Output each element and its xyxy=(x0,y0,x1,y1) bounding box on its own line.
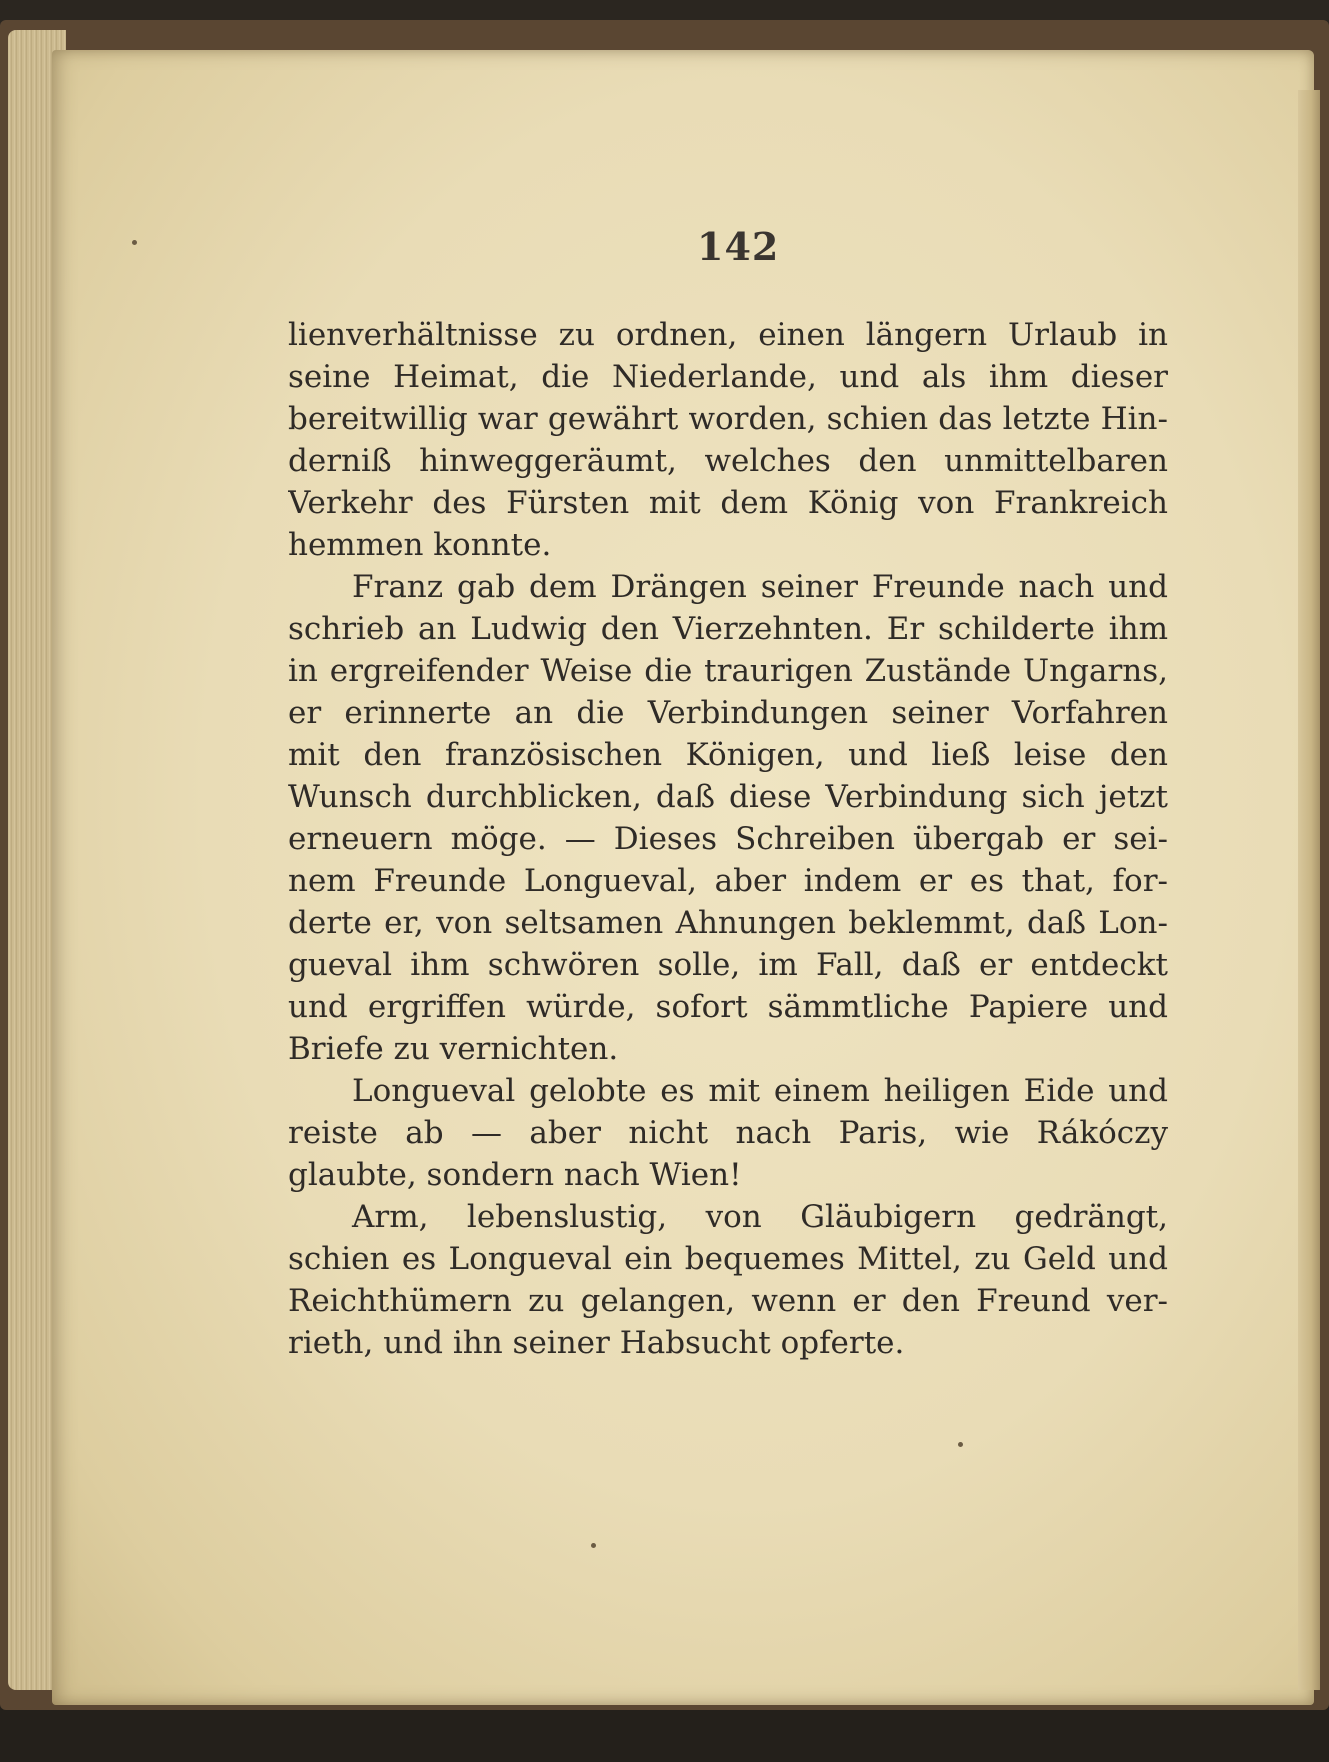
text-line: mit den französischen Königen, und ließ leise den xyxy=(288,737,1168,773)
body-text xyxy=(288,314,1168,1364)
text-line: und ergriffen würde, sofort sämmtliche Papiere und xyxy=(288,989,1168,1025)
paper-speck xyxy=(591,1543,596,1548)
text-line: Verkehr des Fürsten mit dem König von Frankreich xyxy=(288,485,1168,521)
text-line: lienverhältnisse zu ordnen, einen längern Urlaub in xyxy=(288,317,1168,353)
text-line: schrieb an Ludwig den Vierzehnten. Er schilderte ihm xyxy=(288,611,1168,647)
page-right-edge xyxy=(1298,90,1320,1690)
text-line: gueval ihm schwören solle, im Fall, daß er entdeckt xyxy=(288,947,1168,983)
text-line: glaubte, sondern nach Wien! xyxy=(288,1157,742,1193)
paper-speck xyxy=(958,1442,963,1447)
text-line: rieth, und ihn seiner Habsucht opferte. xyxy=(288,1325,905,1361)
text-line: seine Heimat, die Niederlande, und als ihm dieser xyxy=(288,359,1168,395)
page-number: 142 xyxy=(697,224,780,269)
text-line: hemmen konnte. xyxy=(288,527,552,563)
text-line: in ergreifender Weise die traurigen Zustände Ungarns, xyxy=(288,653,1168,689)
text-line: nem Freunde Longueval, aber indem er es that, for- xyxy=(288,863,1168,899)
text-line: Arm, lebenslustig, von Gläubigern gedrängt, xyxy=(352,1199,1168,1235)
text-line: Wunsch durchblicken, daß diese Verbindung sich jetzt xyxy=(288,779,1168,815)
text-line: Briefe zu vernichten. xyxy=(288,1031,619,1067)
text-line: schien es Longueval ein bequemes Mittel, zu Geld und xyxy=(288,1241,1168,1277)
text-line: Reichthümern zu gelangen, wenn er den Freund ver- xyxy=(288,1283,1168,1319)
text-line: er erinnerte an die Verbindungen seiner Vorfahren xyxy=(288,695,1168,731)
text-line: Franz gab dem Drängen seiner Freunde nach und xyxy=(352,569,1168,605)
text-line: Longueval gelobte es mit einem heiligen Eide und xyxy=(352,1073,1168,1109)
text-line: derte er, von seltsamen Ahnungen beklemmt, daß Lon- xyxy=(288,905,1168,941)
text-line: derniß hinweggeräumt, welches den unmittelbaren xyxy=(288,443,1168,479)
text-line: bereitwillig war gewährt worden, schien das letzte Hin- xyxy=(288,401,1168,437)
text-line: reiste ab — aber nicht nach Paris, wie Rákóczy xyxy=(288,1115,1168,1151)
text-line: erneuern möge. — Dieses Schreiben übergab er sei- xyxy=(288,821,1168,857)
paper-speck xyxy=(132,240,137,245)
